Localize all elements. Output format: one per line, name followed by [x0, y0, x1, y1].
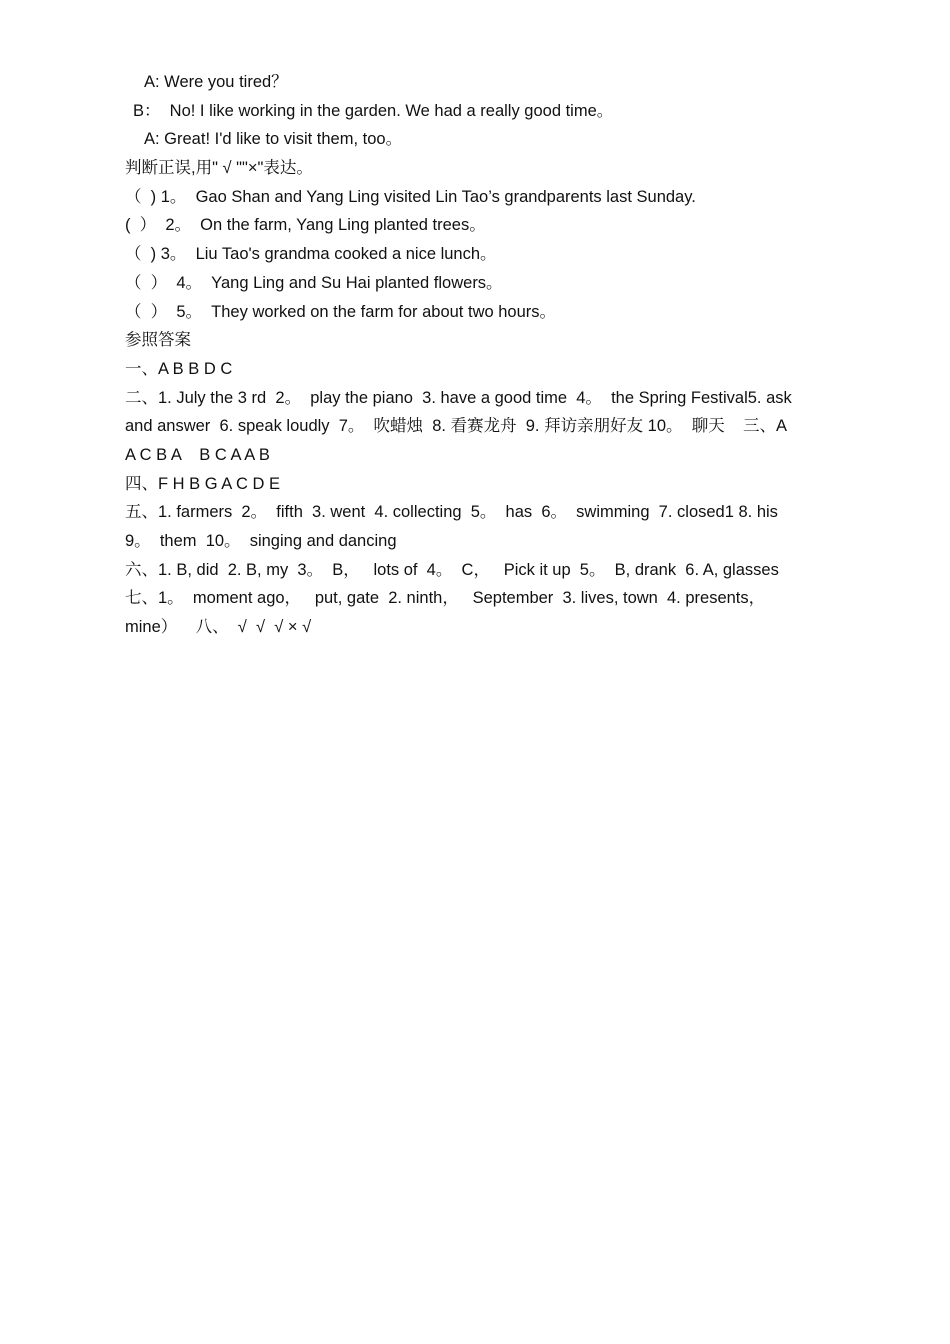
- answer-line: 六、1. B, did 2. B, my 3。 B， lots of 4。 C， Pick it up 5。 B, drank 6. A, glasses: [125, 560, 779, 579]
- answer-line: 四、F H B G A C D E: [125, 474, 280, 493]
- answer-line: 9。 them 10。 singing and dancing: [125, 532, 397, 550]
- exercise-item-4: （ ） 4。 Yang Ling and Su Hai planted flowers。: [125, 273, 503, 292]
- answer-line: 五、1. farmers 2。 fifth 3. went 4. collecting 5。 has 6。 swimming 7. closed1 8. his: [125, 503, 778, 522]
- exercise-item-2: ( ） 2。 On the farm, Yang Ling planted trees。: [125, 216, 486, 235]
- answer-line: 七、1。 moment ago， put, gate 2. ninth， September 3. lives, town 4. presents，: [125, 589, 766, 608]
- answer-line: mine） 八、 √ √ √ × √: [125, 618, 312, 637]
- answer-line: 二、1. July the 3 rd 2。 play the piano 3. have a good time 4。 the Spring Festival5. ask: [125, 388, 792, 407]
- exercise-item-1: （ ) 1。 Gao Shan and Yang Ling visited Lin Tao’s grandparents last Sunday.: [125, 187, 696, 206]
- exercise-instruction: 判断正误,用" √ ""×"表达。: [125, 159, 313, 178]
- dialogue-line-a2: A: Great! I'd like to visit them, too。: [144, 130, 403, 149]
- answers-heading: 参照答案: [125, 331, 191, 350]
- answer-line: and answer 6. speak loudly 7。 吹蜡烛 8. 看赛龙舟 9. 拜访亲朋好友 10。 聊天 三、A: [125, 417, 788, 436]
- answer-line: A C B A B C A A B: [125, 445, 270, 464]
- dialogue-line-b: B： No! I like working in the garden. We had a really good time。: [133, 101, 614, 120]
- document-page: [125, 68, 840, 642]
- dialogue-line-a1: A: Were you tired？: [144, 73, 288, 91]
- exercise-item-3: （ ) 3。 Liu Tao's grandma cooked a nice lunch。: [125, 245, 497, 264]
- answer-line: 一、A B B D C: [125, 359, 233, 378]
- exercise-item-5: （ ） 5。 They worked on the farm for about two hours。: [125, 302, 557, 321]
